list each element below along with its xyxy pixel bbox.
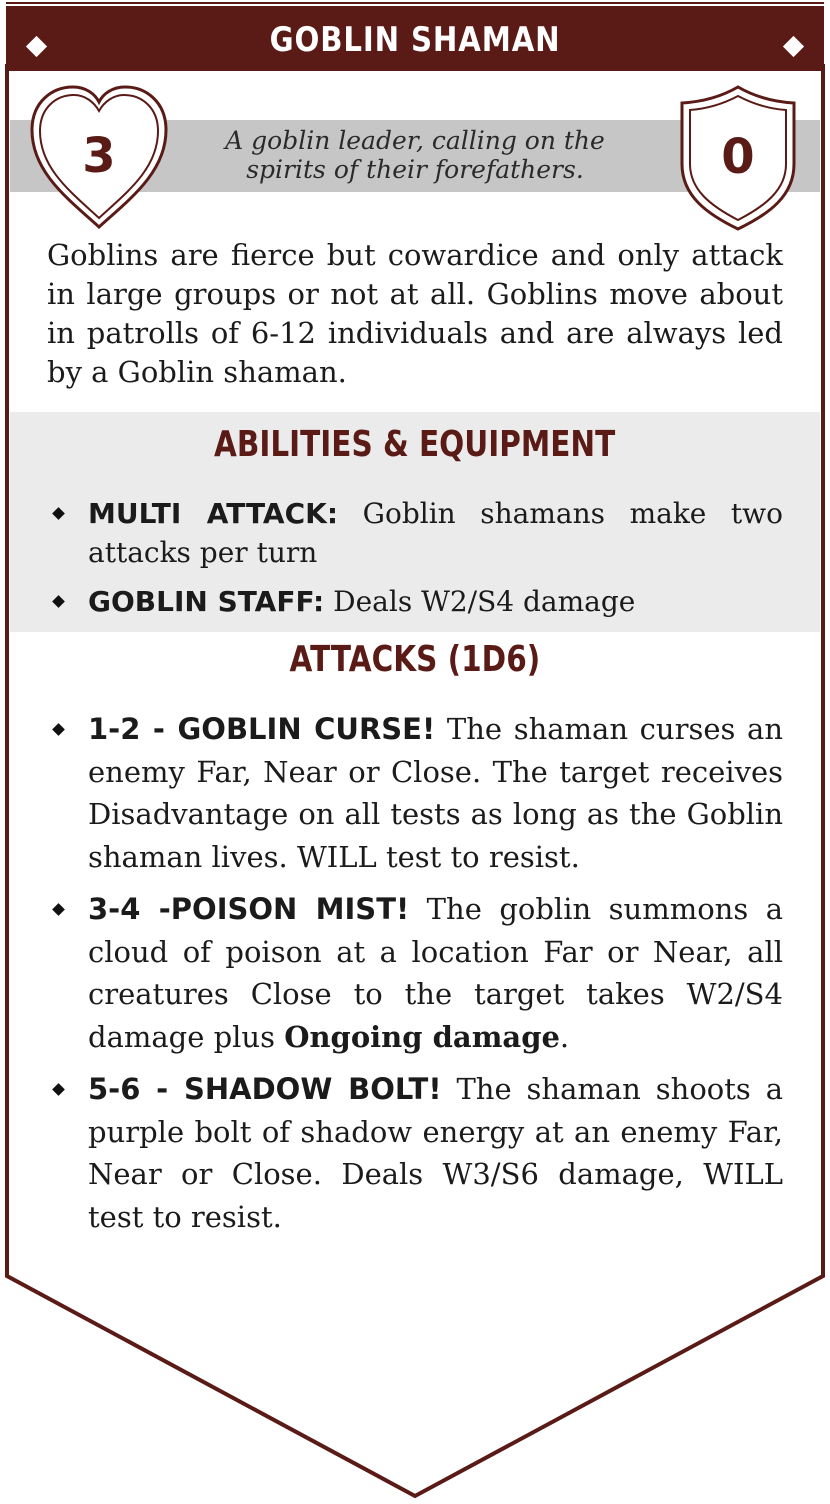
list-item [47, 888, 783, 1058]
health-badge [28, 84, 170, 230]
armor-badge [677, 84, 799, 232]
left-diamond-icon [26, 36, 47, 57]
ability-label: MULTI ATTACK: [88, 497, 339, 530]
diamond-bullet-icon [52, 507, 65, 520]
list-item [47, 708, 783, 878]
ability-text: Goblin shamans make two attacks per turn [88, 497, 783, 569]
attack-label: 3-4 -POISON MIST! [88, 892, 410, 926]
right-diamond-icon [783, 36, 804, 57]
health-value: 3 [82, 128, 116, 184]
diamond-bullet-icon [52, 1083, 65, 1096]
list-item [47, 494, 783, 572]
diamond-bullet-icon [52, 595, 65, 608]
attacks-heading: ATTACKS (1D6) [289, 639, 541, 680]
attack-text: The goblin summons a cloud of poison at a location Far or Near, all creatures Close to the target takes W2/S4 damage plus [88, 892, 783, 1054]
tagline: A goblin leader, calling on the spirits of their forefathers. [225, 126, 605, 184]
diamond-bullet-icon [52, 903, 65, 916]
title-bar [6, 6, 824, 71]
attack-text: The shaman curses an enemy Far, Near or Close. The target receives Disadvantage on all tests as long as the Goblin shaman lives. WILL test to resist. [88, 712, 784, 874]
abilities-list [47, 494, 783, 631]
monster-title: GOBLIN SHAMAN [269, 20, 561, 60]
attack-label: 5-6 - SHADOW BOLT! [88, 1072, 442, 1106]
ability-text: Deals W2/S4 damage [324, 585, 636, 618]
ability-label: GOBLIN STAFF: [88, 585, 325, 618]
diamond-bullet-icon [52, 723, 65, 736]
list-item [47, 1068, 783, 1238]
ongoing-damage-text: Ongoing damage [284, 1019, 560, 1054]
monster-description: Goblins are fierce but cowardice and only attack in large groups or not at all. Goblins move about in patrolls of 6-12 individuals and are always led by a Goblin shaman. [47, 238, 783, 389]
attack-text-tail: . [559, 1019, 570, 1054]
attack-label: 1-2 - GOBLIN CURSE! [88, 712, 436, 746]
list-item [47, 582, 783, 621]
armor-value: 0 [721, 129, 755, 185]
attacks-list [47, 708, 783, 1248]
attack-text: The shaman shoots a purple bolt of shadow energy at an enemy Far, Near or Close. Deals W3/S6 damage, WILL test to resist. [88, 1072, 783, 1234]
abilities-heading: ABILITIES & EQUIPMENT [214, 424, 616, 465]
